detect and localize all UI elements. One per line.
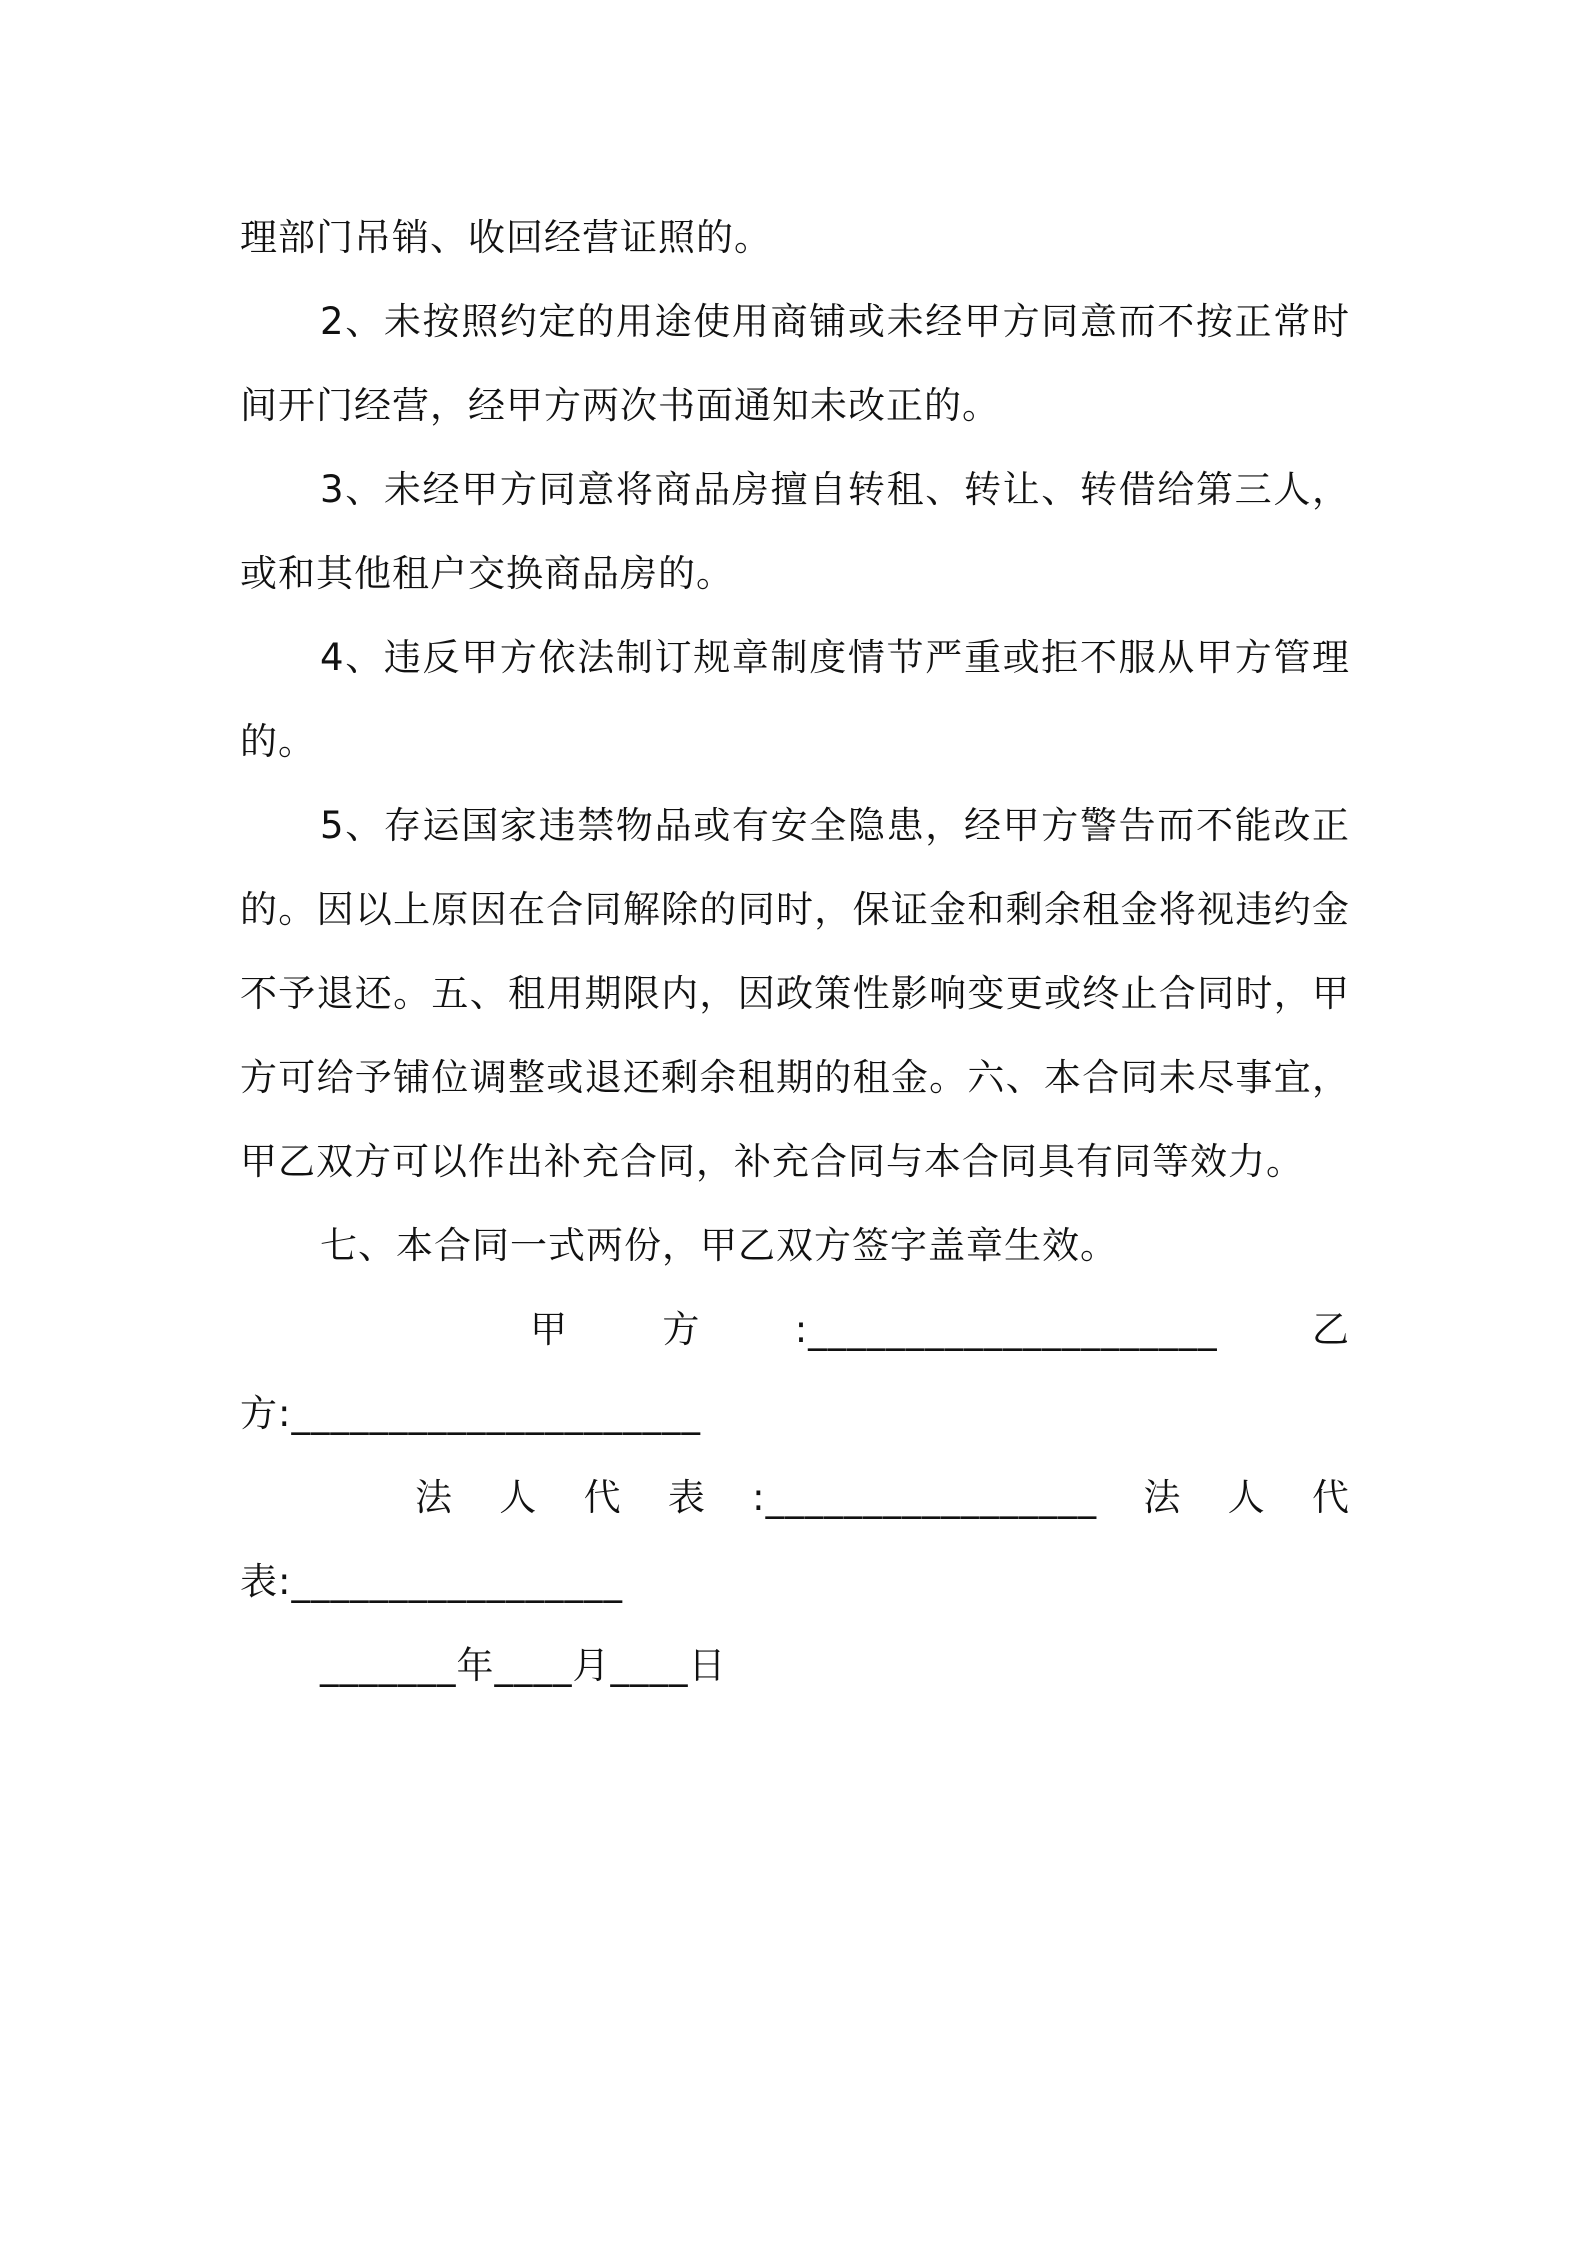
clause-5: 5、存运国家违禁物品或有安全隐患，经甲方警告而不能改正的。因以上原因在合同解除的同时，保证金和剩余租金将视违约金不予退还。五、租用期限内，因政策性影响变更或终止合同时，甲方可给予铺位调整或退还剩余租期的租金。六、本合同未尽事宜，甲乙双方可以作出补充合同，补充合同与本合同具有同等效力。 (240, 804, 1350, 1183)
clause-3: 3、未经甲方同意将商品房擅自转租、转让、转借给第三人，或和其他租户交换商品房的。 (240, 468, 1350, 595)
date-blank: _______年____月____日 (320, 1644, 727, 1687)
date-line (240, 1624, 1350, 1708)
clause-2: 2、未按照约定的用途使用商铺或未经甲方同意而不按正常时间开门经营，经甲方两次书面通知未改正的。 (240, 300, 1350, 427)
rep-a-char-2: 人 (499, 1476, 538, 1519)
party-a-line (240, 1288, 1350, 1372)
rep-a-char-4: 表 (667, 1476, 706, 1519)
contract-body (240, 196, 1350, 1708)
legal-rep-b-line (240, 1540, 1350, 1624)
rep-a-char-1: 法 (415, 1476, 453, 1519)
rep-b-char-3: 代 (1311, 1476, 1350, 1519)
party-b-line (240, 1372, 1350, 1456)
rep-b-char-1: 法 (1143, 1476, 1182, 1519)
party-a-char-2: 方 (662, 1308, 701, 1351)
party-b-blank: 方:_____________________ (240, 1392, 701, 1435)
rep-a-char-3: 代 (583, 1476, 622, 1519)
party-a-char-1: 甲 (530, 1308, 568, 1351)
clause-7: 七、本合同一式两份，甲乙双方签字盖章生效。 (320, 1224, 1118, 1267)
rep-b-char-2: 人 (1227, 1476, 1266, 1519)
rep-a-blank: :_________________ (752, 1476, 1098, 1519)
legal-rep-a-line (240, 1456, 1350, 1540)
rep-b-blank: 表:_________________ (240, 1560, 623, 1603)
clause-4: 4、违反甲方依法制订规章制度情节严重或拒不服从甲方管理的。 (240, 636, 1350, 763)
paragraph-1: 理部门吊销、收回经营证照的。 (240, 216, 772, 259)
party-b-char-1: 乙 (1312, 1308, 1350, 1351)
party-a-blank: :_____________________ (794, 1308, 1218, 1351)
